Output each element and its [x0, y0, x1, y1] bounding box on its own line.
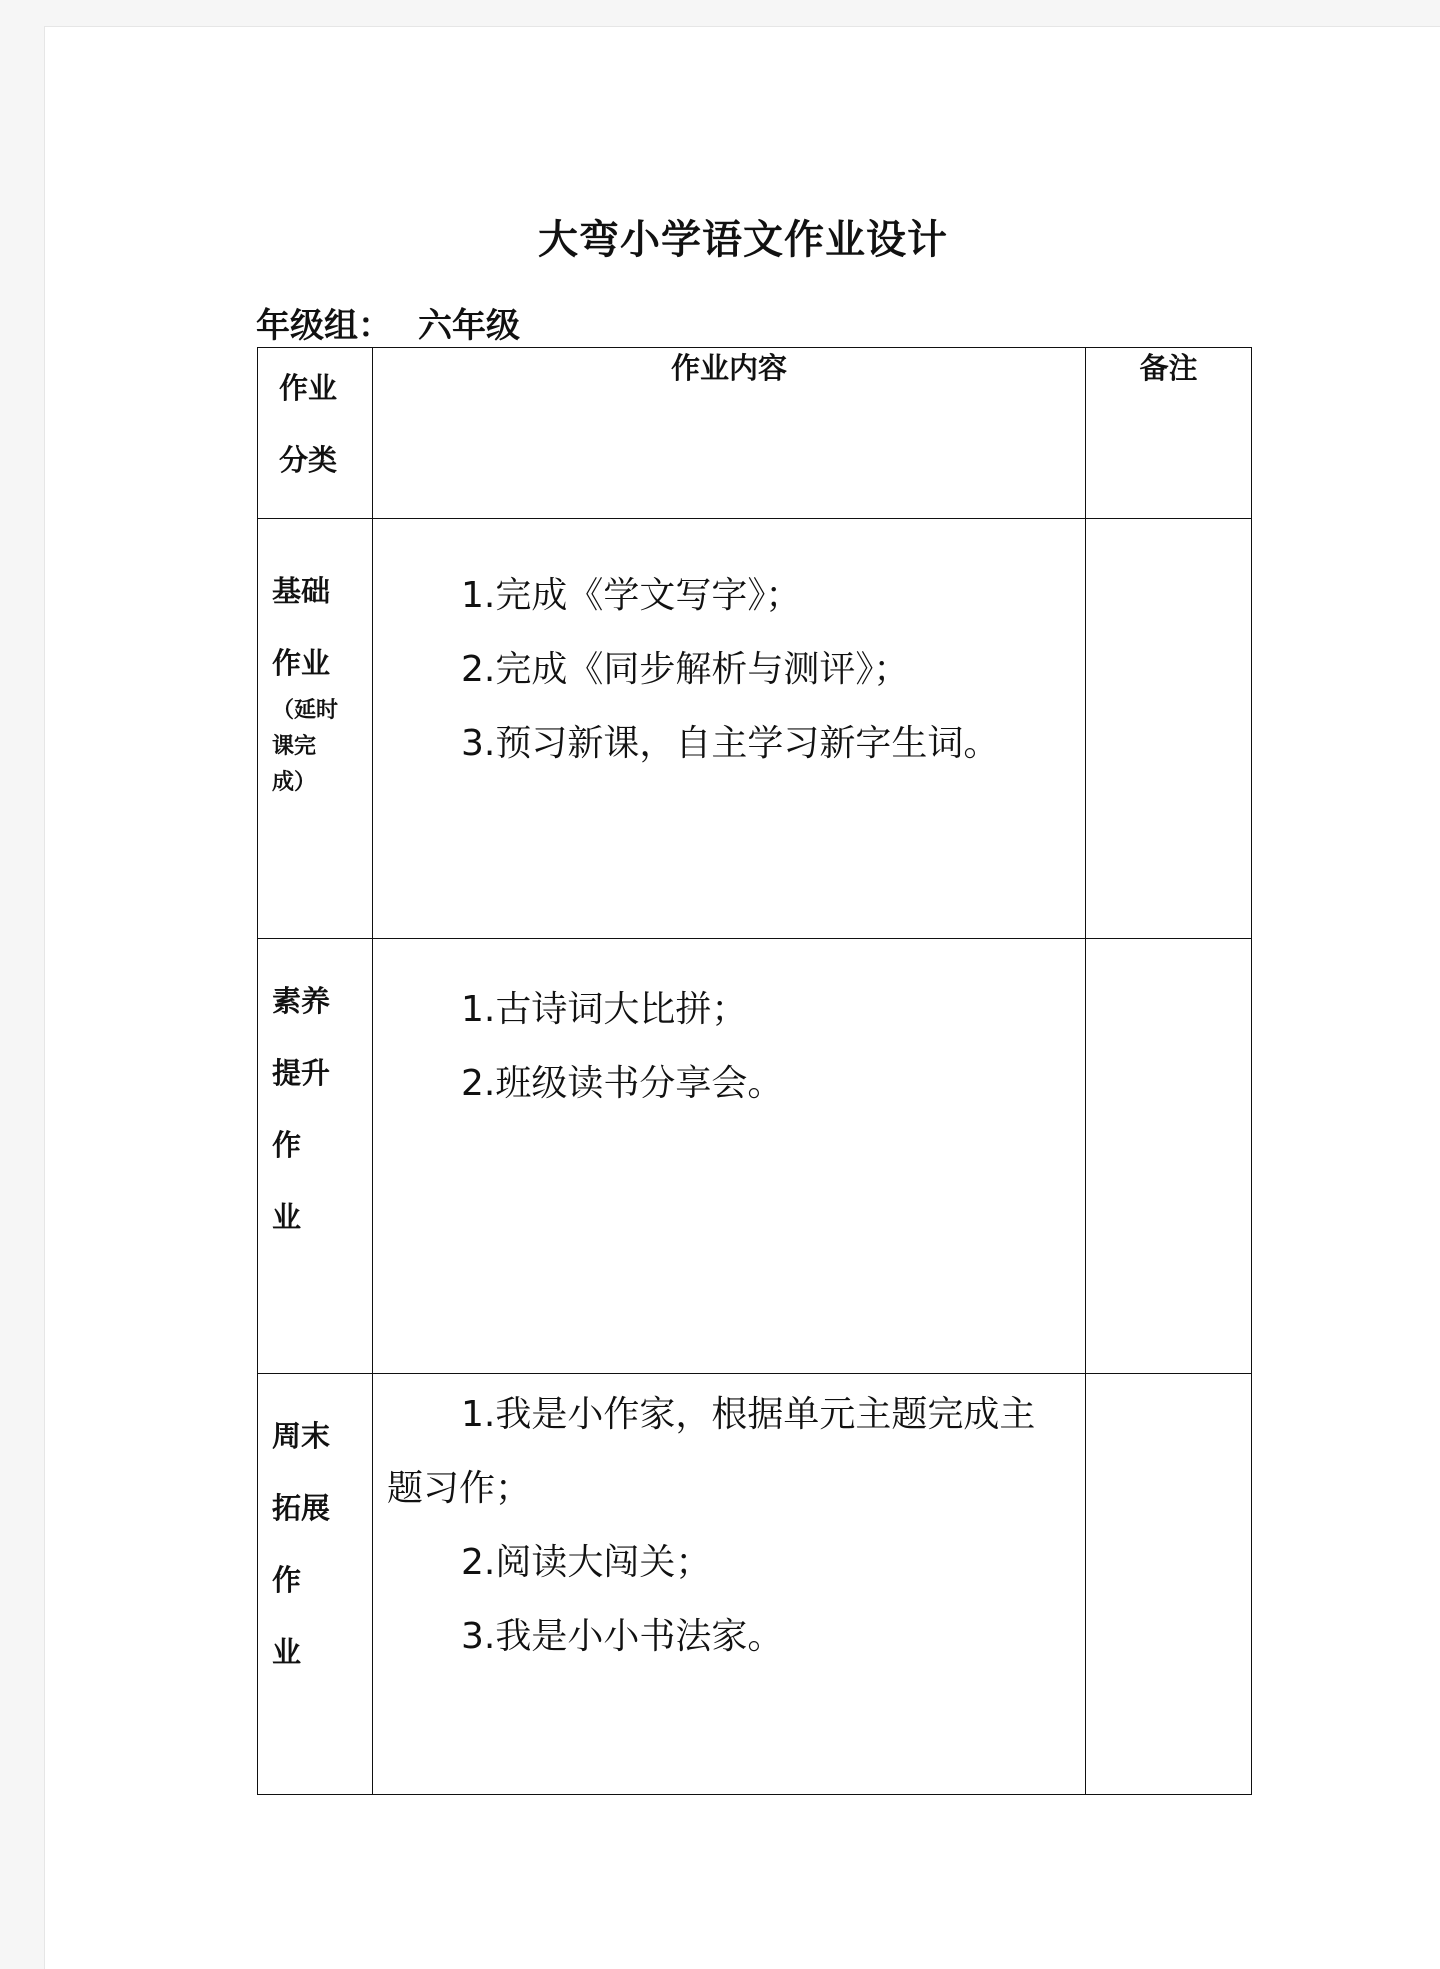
table-row [258, 519, 1252, 939]
content-item: 1.完成《学文写字》； [461, 575, 802, 616]
category-label-main: 周末拓展 [272, 1419, 331, 1525]
document-page [44, 26, 1440, 1969]
document-title: 大弯小学语文作业设计 [538, 217, 948, 263]
content-cell [373, 1374, 1086, 1795]
category-label-tail: 作 业 [272, 1563, 310, 1669]
header-remarks: 备注 [1086, 348, 1252, 519]
header-category-cell [258, 348, 373, 519]
category-cell [258, 519, 373, 939]
content-cell [373, 939, 1086, 1374]
grade-group-value: 六年级 [418, 306, 520, 346]
header-category: 作业分类 [278, 371, 337, 477]
homework-table [257, 347, 1252, 1795]
category-cell [258, 1374, 373, 1795]
category-note: （延时课完成） [272, 698, 339, 795]
category-label [258, 1374, 344, 1688]
header-content: 作业内容 [373, 348, 1086, 519]
table-row [258, 939, 1252, 1374]
remarks-cell [1086, 939, 1252, 1374]
content-cell [373, 519, 1086, 939]
content-item: 3.预习新课，自主学习新字生词。 [461, 723, 1000, 764]
remarks-cell [1086, 519, 1252, 939]
category-label-tail: 作 业 [272, 1128, 310, 1234]
content-item: 3.我是小小书法家。 [461, 1616, 784, 1657]
table-row [258, 1374, 1252, 1795]
content-item: 2.班级读书分享会。 [461, 1063, 784, 1104]
table-header-row [258, 348, 1252, 519]
category-label-main: 素养提升 [272, 984, 331, 1090]
grade-group-line [256, 303, 520, 349]
category-label [258, 939, 344, 1253]
content-item: 2.阅读大闯关； [461, 1542, 712, 1583]
category-label: 基础作业 [272, 574, 331, 680]
category-cell [258, 939, 373, 1374]
content-item: 2.完成《同步解析与测评》； [461, 649, 910, 690]
content-item: 1.古诗词大比拼； [461, 989, 748, 1030]
grade-group-label: 年级组： [256, 306, 392, 346]
remarks-cell [1086, 1374, 1252, 1795]
content-item: 1.我是小作家，根据单元主题完成主题习作； [387, 1394, 1036, 1509]
